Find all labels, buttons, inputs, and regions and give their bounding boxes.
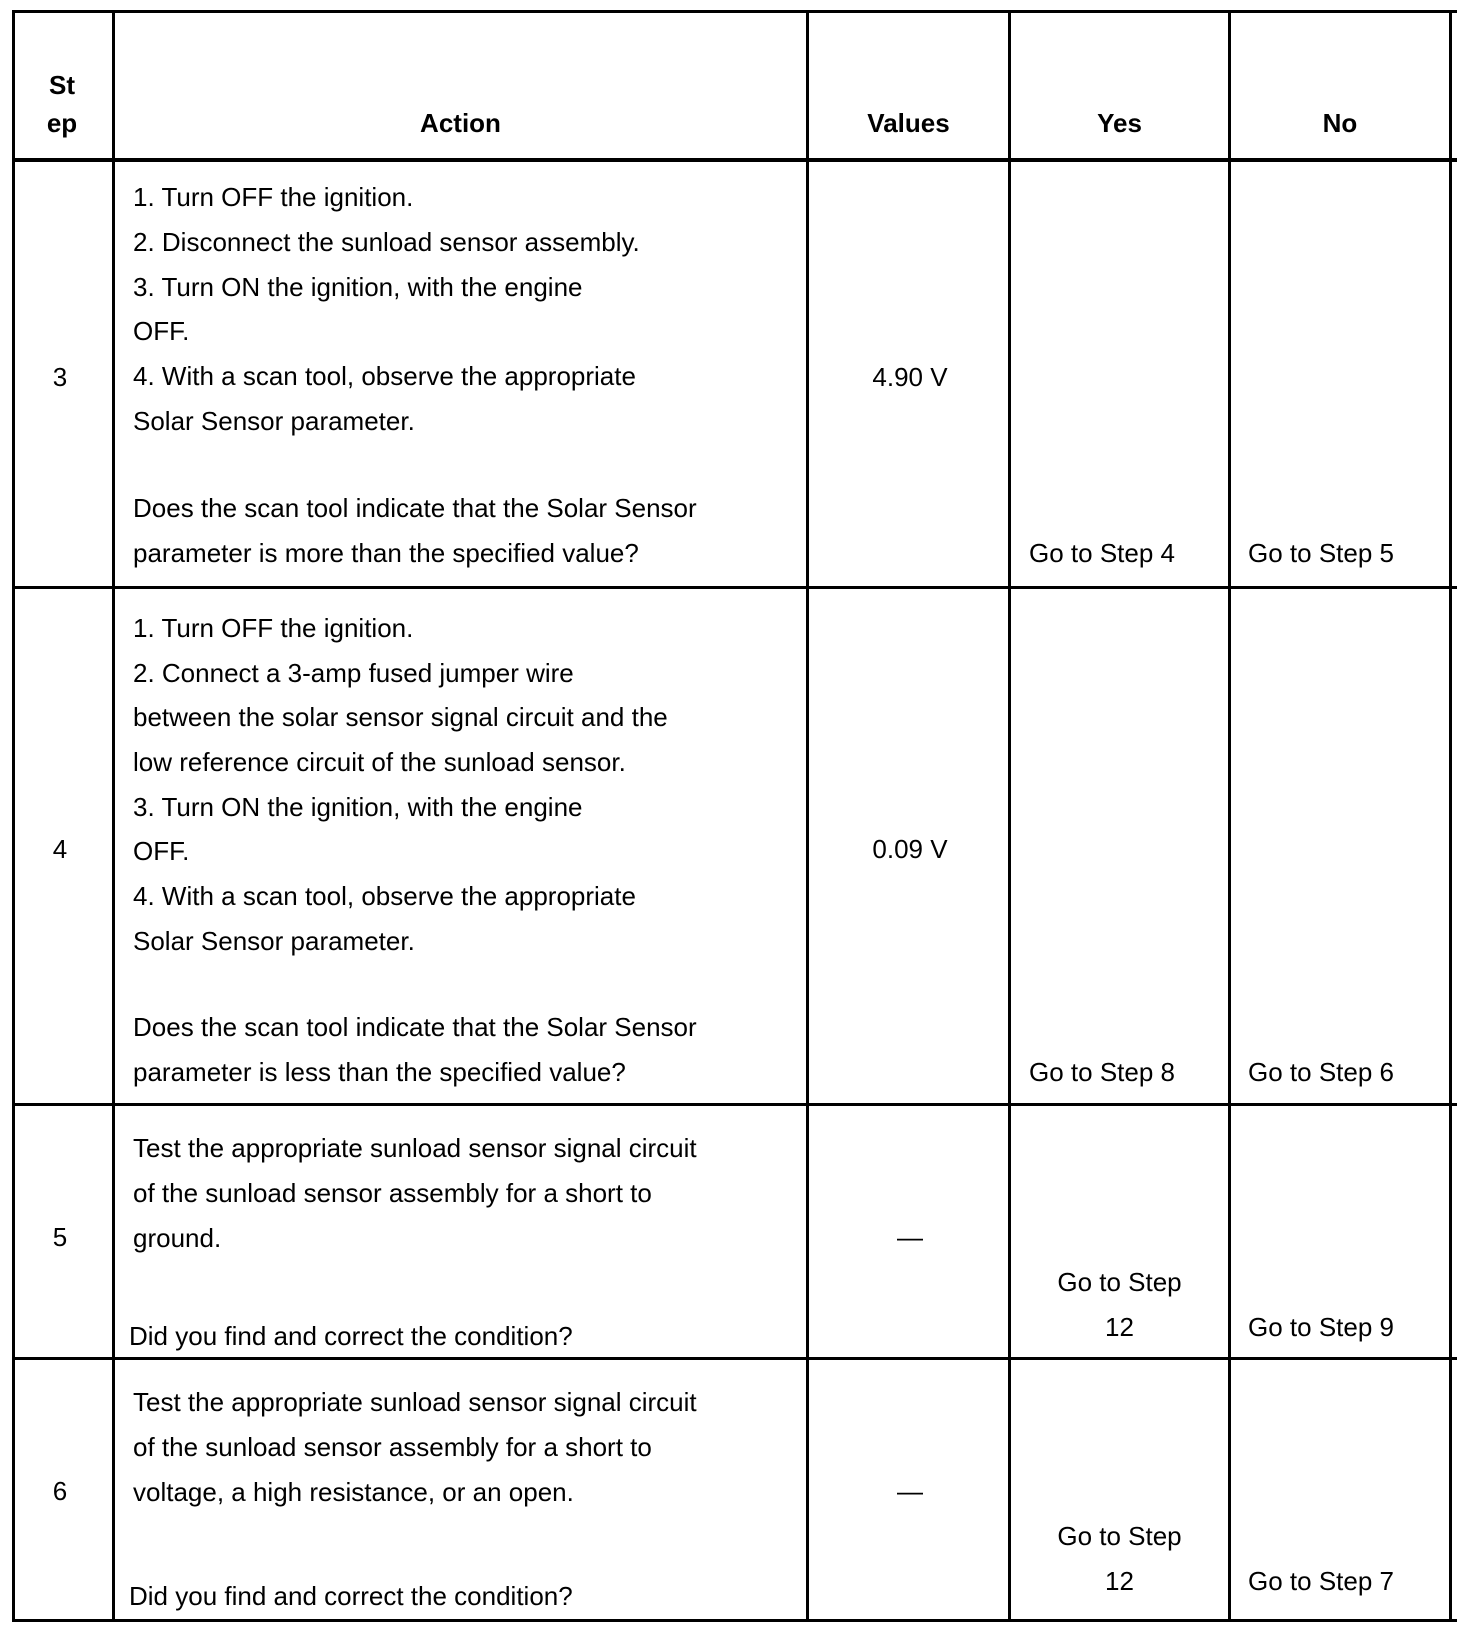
action-line: Test the appropriate sunload sensor signal circuit	[133, 1387, 697, 1417]
question-line: Does the scan tool indicate that the Solar Sensor	[133, 493, 697, 523]
yes-cell-line2: 12	[1105, 1566, 1134, 1596]
row-divider	[12, 586, 1457, 589]
step-number: 3	[52, 362, 68, 392]
yes-cell-line2: 12	[1105, 1312, 1134, 1342]
action-line: voltage, a high resistance, or an open.	[133, 1477, 574, 1507]
yes-cell-line1: Go to Step	[1057, 1267, 1182, 1297]
no-cell: Go to Step 5	[1248, 538, 1394, 568]
procedure-table	[12, 10, 1457, 1622]
action-line: 3. Turn ON the ignition, with the engine	[133, 792, 583, 822]
action-line: 4. With a scan tool, observe the appropriate	[133, 361, 636, 391]
question-line: parameter is more than the specified value?	[133, 538, 639, 568]
action-line: low reference circuit of the sunload sensor.	[133, 747, 626, 777]
column-divider	[112, 10, 115, 1622]
table-border-left	[12, 10, 15, 1622]
question-line: Did you find and correct the condition?	[129, 1581, 573, 1611]
value-cell: —	[897, 1476, 923, 1506]
action-line: 4. With a scan tool, observe the appropriate	[133, 881, 636, 911]
no-cell: Go to Step 7	[1248, 1566, 1394, 1596]
no-cell: Go to Step 9	[1248, 1312, 1394, 1342]
column-divider	[1008, 10, 1011, 1622]
column-divider	[806, 10, 809, 1622]
action-line: of the sunload sensor assembly for a short to	[133, 1432, 652, 1462]
value-cell: 0.09 V	[872, 834, 948, 864]
action-line: Test the appropriate sunload sensor signal circuit	[133, 1133, 697, 1163]
step-number: 6	[52, 1476, 68, 1506]
action-line: 2. Connect a 3-amp fused jumper wire	[133, 658, 574, 688]
action-line: OFF.	[133, 836, 190, 866]
question-line: parameter is less than the specified value?	[133, 1057, 626, 1087]
table-border-bottom	[12, 1619, 1457, 1622]
row-divider	[12, 1357, 1457, 1360]
action-line: Solar Sensor parameter.	[133, 926, 415, 956]
action-line: 1. Turn OFF the ignition.	[133, 613, 414, 643]
action-line: of the sunload sensor assembly for a short to	[133, 1178, 652, 1208]
column-divider	[1228, 10, 1231, 1622]
row-divider	[12, 1103, 1457, 1106]
header-yes: Yes	[1097, 108, 1142, 138]
action-line: 1. Turn OFF the ignition.	[133, 182, 414, 212]
question-line: Did you find and correct the condition?	[129, 1321, 573, 1351]
header-action: Action	[420, 108, 501, 138]
value-cell: —	[897, 1222, 923, 1252]
action-line: 2. Disconnect the sunload sensor assembly.	[133, 227, 640, 257]
action-line: Solar Sensor parameter.	[133, 406, 415, 436]
question-line: Does the scan tool indicate that the Solar Sensor	[133, 1012, 697, 1042]
table-border-top	[12, 10, 1457, 13]
action-line: OFF.	[133, 316, 190, 346]
table-border-right	[1449, 10, 1452, 1622]
step-number: 5	[52, 1222, 68, 1252]
header-divider	[12, 158, 1457, 162]
action-line: ground.	[133, 1223, 222, 1253]
header-step-line2: ep	[46, 108, 78, 138]
step-number: 4	[52, 834, 68, 864]
yes-cell-line1: Go to Step	[1057, 1521, 1182, 1551]
header-no: No	[1322, 108, 1358, 138]
action-line: 3. Turn ON the ignition, with the engine	[133, 272, 583, 302]
header-step-line1: St	[49, 70, 75, 100]
yes-cell: Go to Step 4	[1029, 538, 1175, 568]
no-cell: Go to Step 6	[1248, 1057, 1394, 1087]
action-line: between the solar sensor signal circuit and the	[133, 702, 668, 732]
header-values: Values	[867, 108, 950, 138]
value-cell: 4.90 V	[872, 362, 948, 392]
yes-cell: Go to Step 8	[1029, 1057, 1175, 1087]
